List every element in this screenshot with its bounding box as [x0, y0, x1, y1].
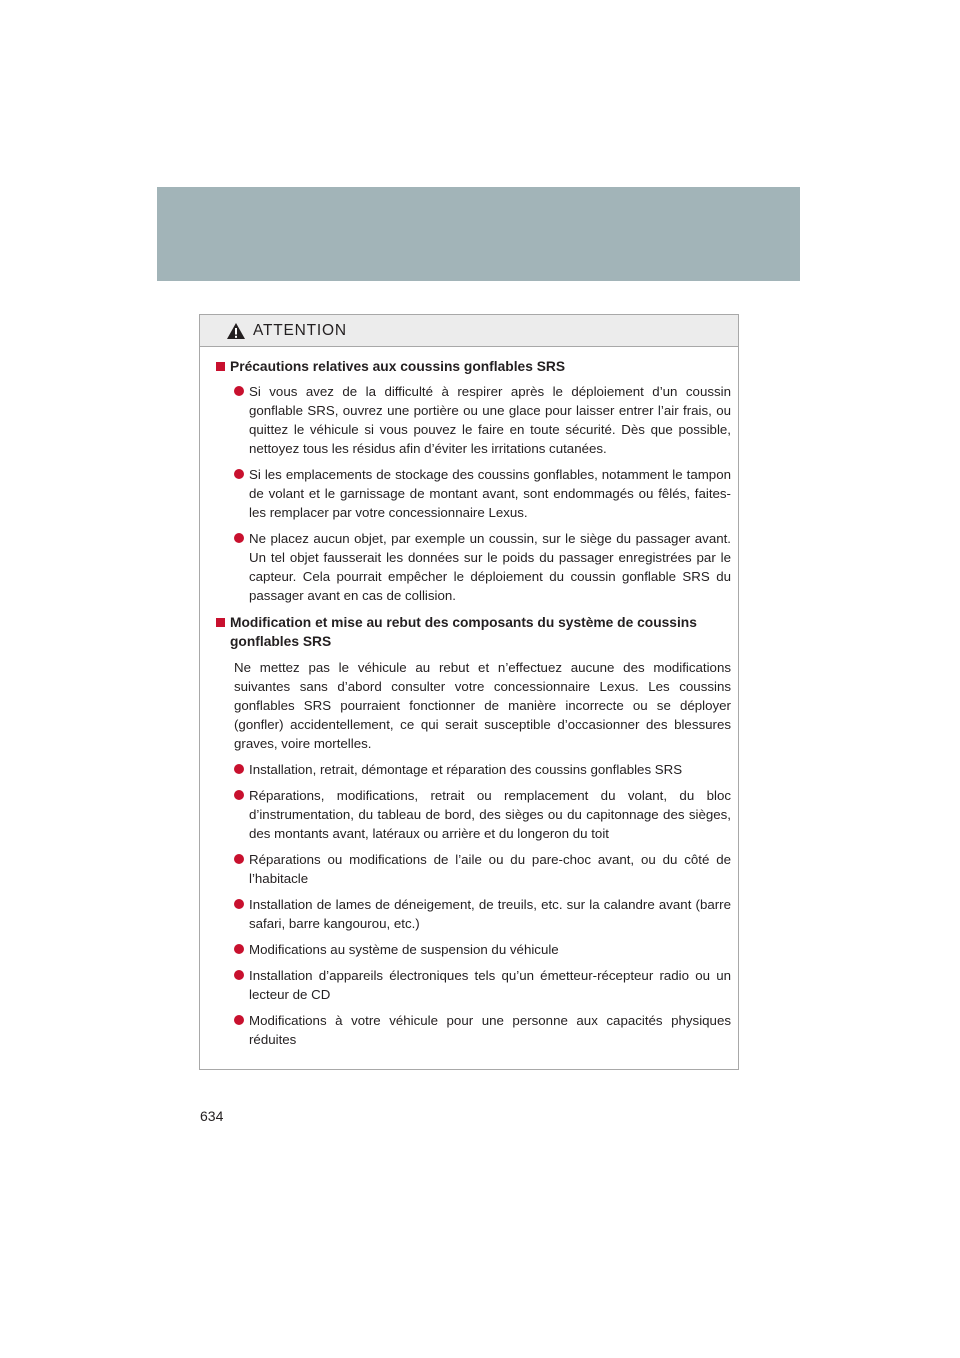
red-bullet-icon: [234, 764, 244, 774]
list-item-text: Si les emplacements de stockage des coussins gonflables, notamment le tampon de volant et le garnissage de montant avant, sont endommagés ou fêlés, faites-les remplacer par votre concessionnaire Lexus.: [249, 467, 731, 520]
list-item-text: Modifications au système de suspension du véhicule: [249, 942, 559, 957]
list-item: [234, 760, 731, 779]
section-title-text: Modification et mise au rebut des composants du système de coussins gonflables SRS: [230, 615, 697, 649]
red-bullet-icon: [234, 970, 244, 980]
attention-content: [200, 347, 738, 1049]
list-item: [234, 850, 731, 888]
red-bullet-icon: [234, 469, 244, 479]
list-item: [234, 382, 731, 458]
list-item: [234, 940, 731, 959]
section-title-srs-precautions: [216, 357, 731, 376]
page-number: 634: [200, 1108, 224, 1124]
red-bullet-icon: [234, 854, 244, 864]
section-intro: Ne mettez pas le véhicule au rebut et n’effectuez aucune des modifications suivantes sans d’abord consulter votre concessionnaire Lexus. Les coussins gonflables SRS pourraient fonctionner de manière incorrecte ou se déployer (gonfler) accidentellement, ce qui serait susceptible d’occasionner des blessures graves, voire mortelles.: [234, 660, 731, 751]
attention-title: ATTENTION: [253, 321, 347, 339]
red-square-icon: [216, 362, 225, 371]
attention-header: [200, 315, 738, 347]
list-item: [234, 529, 731, 605]
list-item: [234, 966, 731, 1004]
list-item-text: Si vous avez de la difficulté à respirer après le déploiement d’un coussin gonflable SRS, ouvrez une portière ou une glace pour laisser entrer l’air frais, ou quittez le véhicule si vous pouvez le faire en toute sécurité. Dès que possible, nettoyez tous les résidus afin d’éviter les irritations cutanées.: [249, 384, 731, 456]
red-bullet-icon: [234, 899, 244, 909]
section-body-srs-precautions: [216, 382, 731, 605]
section-title-modification-disposal: [216, 613, 731, 651]
list-item: [234, 465, 731, 522]
list-item-text: Ne placez aucun objet, par exemple un coussin, sur le siège du passager avant. Un tel objet fausserait les données sur le poids du passager enregistrées par le capteur. Cela pourrait empêcher le déploiement du coussin gonflable SRS du passager avant en cas de collision.: [249, 531, 731, 603]
red-square-icon: [216, 618, 225, 627]
list-item-text: Réparations, modifications, retrait ou remplacement du volant, du bloc d’instrumentation, du tableau de bord, des sièges ou du capitonnage des sièges, des montants avant, latéraux ou arrière et du longeron du toit: [249, 788, 731, 841]
red-bullet-icon: [234, 1015, 244, 1025]
list-item-text: Installation, retrait, démontage et réparation des coussins gonflables SRS: [249, 762, 683, 777]
list-item-text: Réparations ou modifications de l’aile ou du pare-choc avant, ou du côté de l’habitacle: [249, 852, 731, 886]
red-bullet-icon: [234, 944, 244, 954]
list-item-text: Installation de lames de déneigement, de treuils, etc. sur la calandre avant (barre safari, barre kangourou, etc.): [249, 897, 731, 931]
section-title-text: Précautions relatives aux coussins gonflables SRS: [230, 359, 566, 374]
list-item: [234, 786, 731, 843]
list-item: [234, 895, 731, 933]
attention-box: [199, 314, 739, 1070]
header-band: [157, 187, 800, 281]
section-body-modification-disposal: [216, 658, 731, 1049]
warning-triangle-icon: [226, 322, 246, 340]
list-item-text: Modifications à votre véhicule pour une personne aux capacités physiques réduites: [249, 1013, 731, 1047]
red-bullet-icon: [234, 533, 244, 543]
red-bullet-icon: [234, 386, 244, 396]
list-item-text: Installation d’appareils électroniques tels qu’un émetteur-récepteur radio ou un lecteur de CD: [249, 968, 731, 1002]
red-bullet-icon: [234, 790, 244, 800]
list-item: [234, 1011, 731, 1049]
